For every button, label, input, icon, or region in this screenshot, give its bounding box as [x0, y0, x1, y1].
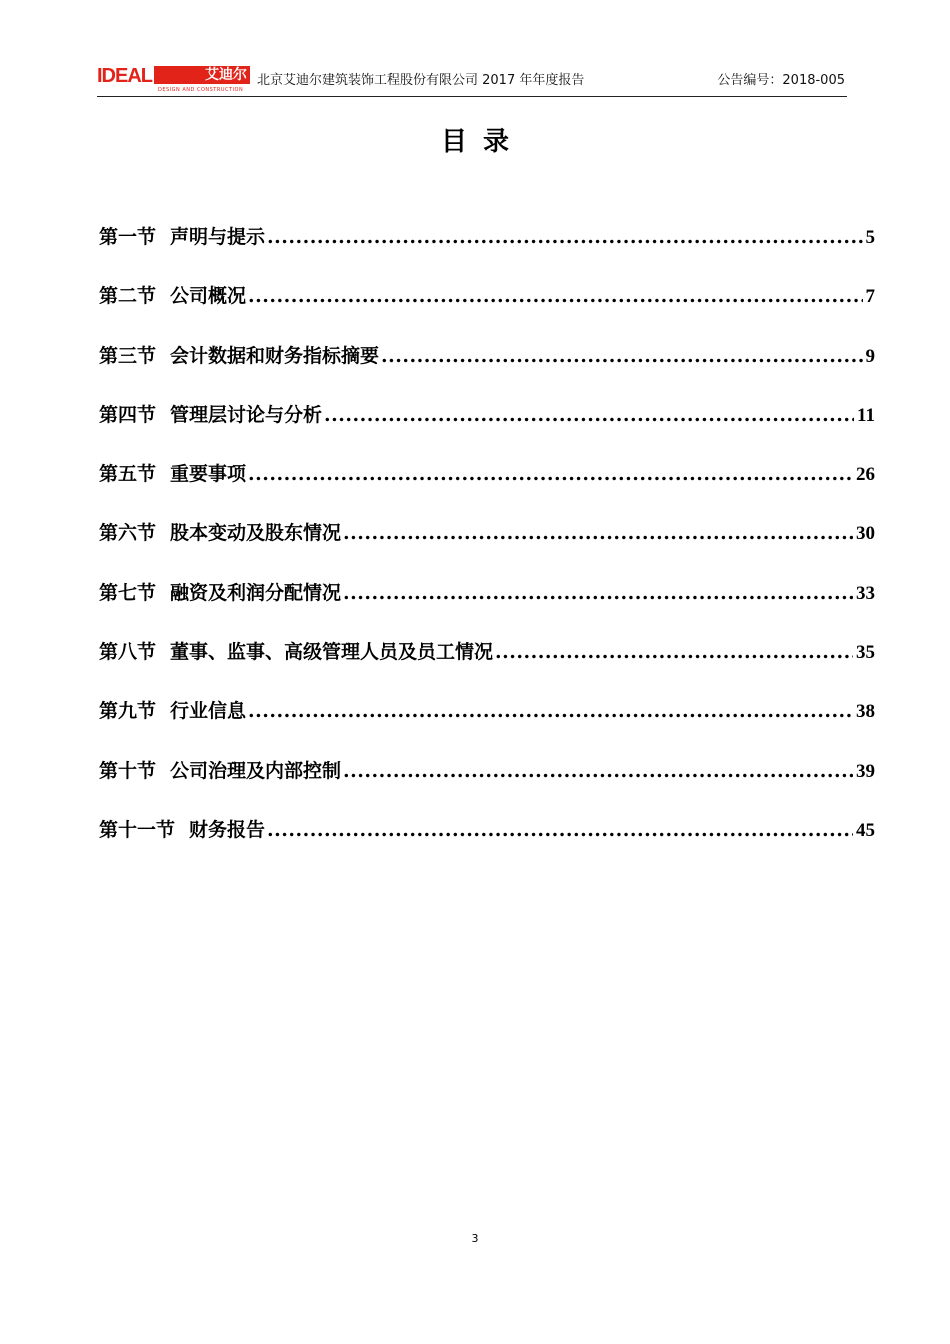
toc-dot-leader — [495, 641, 853, 663]
toc-dot-leader — [267, 819, 853, 841]
toc-dot-leader — [324, 404, 854, 426]
toc-dot-leader — [248, 700, 853, 722]
toc-section-number: 第七节 — [99, 581, 157, 604]
toc-dot-leader — [381, 345, 862, 367]
toc-entry[interactable] — [99, 518, 875, 577]
table-of-contents — [99, 222, 875, 874]
toc-section-number: 第三节 — [99, 344, 157, 367]
logo-chinese-name: 艾迪尔 — [205, 67, 247, 83]
toc-dot-leader — [248, 463, 853, 485]
toc-section-number: 第一节 — [99, 226, 157, 248]
toc-page-number: 7 — [865, 286, 875, 308]
toc-dot-leader — [267, 226, 862, 248]
toc-section-number: 第二节 — [99, 285, 157, 308]
toc-entry[interactable] — [99, 578, 875, 637]
toc-page-number: 45 — [856, 819, 875, 841]
toc-section-number: 第八节 — [99, 641, 157, 664]
page-number: 3 — [471, 1232, 479, 1245]
toc-entry[interactable] — [99, 281, 875, 340]
toc-section-title: 重要事项 — [170, 463, 247, 486]
toc-section-number: 第四节 — [99, 403, 157, 426]
toc-section-title: 董事、监事、高级管理人员及员工情况 — [170, 641, 494, 664]
toc-entry[interactable] — [99, 815, 875, 874]
logo-subtitle: DESIGN AND CONSTRUCTION — [158, 87, 244, 93]
toc-dot-leader — [343, 760, 853, 782]
toc-page-number: 5 — [865, 227, 875, 248]
toc-section-title: 股本变动及股东情况 — [170, 522, 342, 545]
toc-dot-leader — [343, 582, 853, 604]
toc-entry[interactable] — [99, 400, 875, 459]
toc-section-number: 第九节 — [99, 700, 157, 723]
logo-wordmark: IDEAL — [97, 65, 152, 87]
toc-section-title: 公司概况 — [170, 285, 247, 308]
toc-section-title: 声明与提示 — [170, 226, 266, 248]
toc-entry[interactable] — [99, 756, 875, 815]
page-header — [97, 66, 847, 97]
toc-page-number: 35 — [856, 642, 875, 664]
toc-page-number: 9 — [865, 345, 875, 367]
toc-entry[interactable] — [99, 637, 875, 696]
toc-section-title: 公司治理及内部控制 — [170, 759, 342, 782]
toc-section-number: 第六节 — [99, 522, 157, 545]
announcement-code: 公告编号：2018-005 — [717, 73, 845, 88]
report-title: 北京艾迪尔建筑装饰工程股份有限公司 2017 年年度报告 — [257, 73, 585, 88]
toc-section-title: 行业信息 — [170, 700, 247, 723]
toc-page-number: 26 — [856, 464, 875, 486]
company-logo — [97, 65, 250, 93]
toc-section-number: 第十一节 — [99, 818, 176, 841]
toc-page-number: 39 — [856, 760, 875, 782]
toc-heading: 目录 — [440, 127, 525, 157]
toc-section-number: 第十节 — [99, 759, 157, 782]
toc-page-number: 11 — [857, 404, 875, 426]
toc-entry[interactable] — [99, 341, 875, 400]
toc-page-number: 33 — [856, 582, 875, 604]
toc-entry[interactable] — [99, 222, 875, 281]
logo-badge — [154, 66, 250, 93]
toc-entry[interactable] — [99, 459, 875, 518]
toc-section-title: 财务报告 — [189, 818, 266, 841]
toc-page-number: 30 — [856, 523, 875, 545]
toc-dot-leader — [343, 522, 853, 544]
toc-page-number: 38 — [856, 701, 875, 723]
toc-section-title: 融资及利润分配情况 — [170, 581, 342, 604]
toc-entry[interactable] — [99, 696, 875, 755]
toc-dot-leader — [248, 285, 862, 307]
toc-section-number: 第五节 — [99, 463, 157, 486]
toc-section-title: 管理层讨论与分析 — [170, 403, 323, 426]
toc-section-title: 会计数据和财务指标摘要 — [170, 344, 380, 367]
